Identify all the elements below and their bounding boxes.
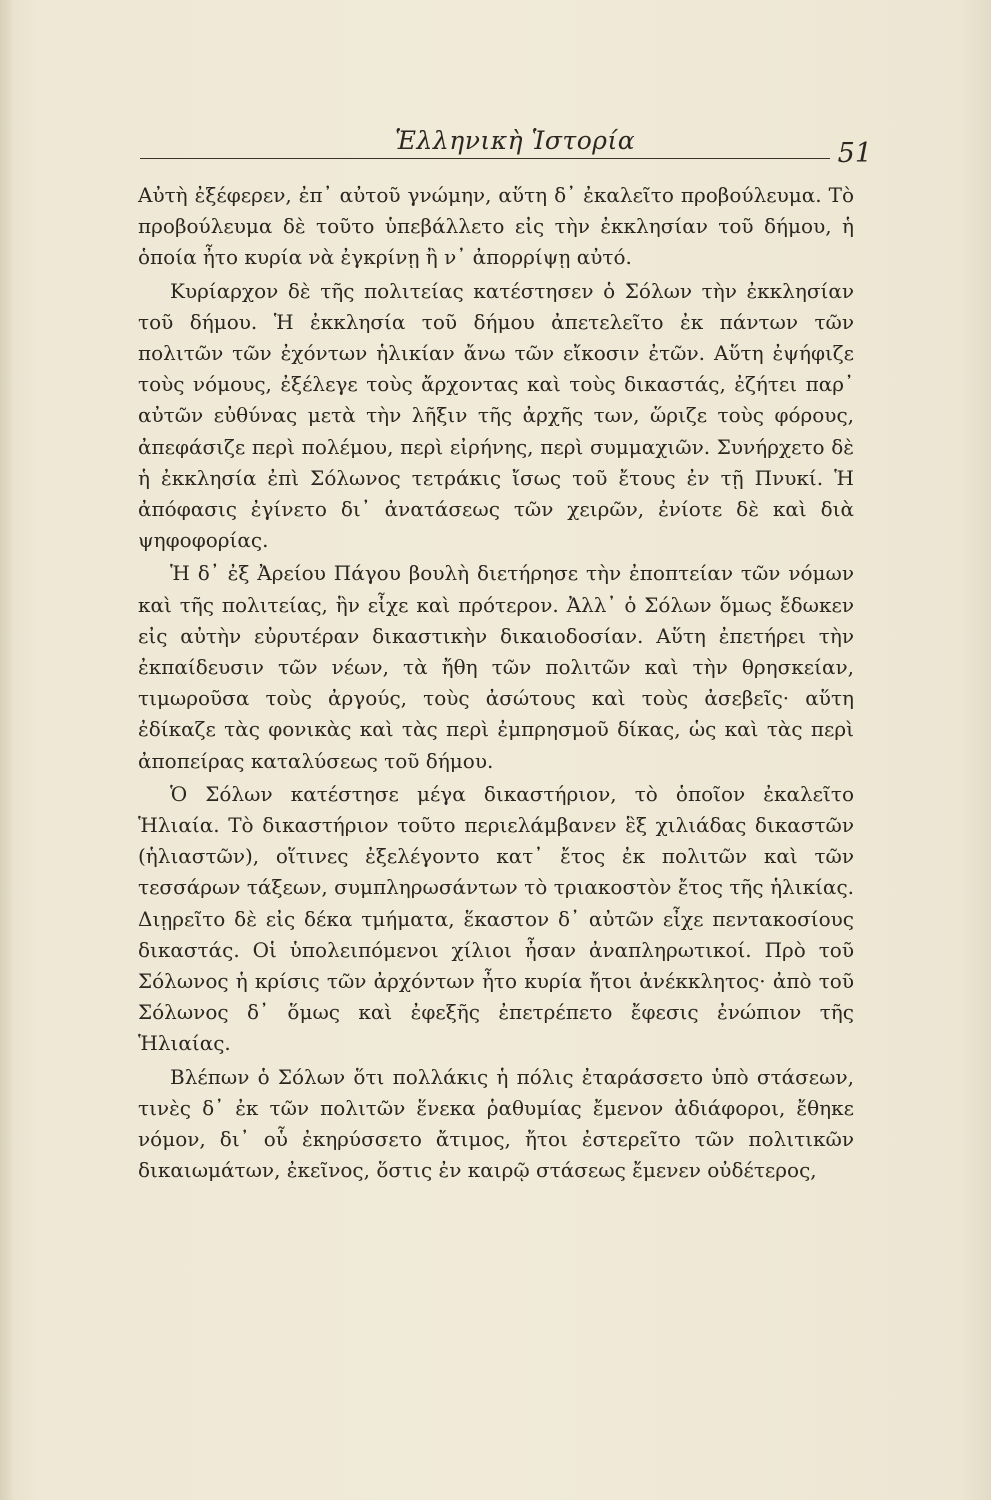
paragraph: Κυρίαρχον δὲ τῆς πολιτείας κατέστησεν ὁ Σόλων τὴν ἐκκλησίαν τοῦ δήμου. Ἡ ἐκκλησία τοῦ δήμου ἀπετελεῖτο ἐκ πάντων τῶν πολιτῶν τῶν ἐχόντων ἡλικίαν ἄνω τῶν εἴκοσιν ἐτῶν. Αὕτη ἐψήφιζε τοὺς νόμους, ἐξέλεγε τοὺς ἄρχοντας καὶ τοὺς δικαστάς, ἐζήτει παρ᾽ αὐτῶν εὐθύνας μετὰ τὴν λῆξιν τῆς ἀρχῆς των, ὥριζε τοὺς φόρους, ἀπεφάσιζε περὶ πολέμου, περὶ εἰρήνης, περὶ συμμαχιῶν. Συνήρχετο δὲ ἡ ἐκκλησία ἐπὶ Σόλωνος τετράκις ἴσως τοῦ ἔτους ἐν τῇ Πνυκί. Ἡ ἀπόφασις ἐγίνετο δι᾽ ἀνατάσεως τῶν χειρῶν, ἐνίοτε δὲ καὶ διὰ ψηφοφορίας. — [138, 278, 854, 553]
paragraph: Ἡ δ᾽ ἐξ Ἀρείου Πάγου βουλὴ διετήρησε τὴν ἐποπτείαν τῶν νόμων καὶ τῆς πολιτείας, ἣν εἶχε καὶ πρότερον. Ἀλλ᾽ ὁ Σόλων ὅμως ἔδωκεν εἰς αὐτὴν εὐρυτέραν δικαστικὴν δικαιοδοσίαν. Αὕτη ἐπετήρει τὴν ἐκπαίδευσιν τῶν νέων, τὰ ἤθη τῶν πολιτῶν καὶ τὴν θρησκείαν, τιμωροῦσα τοὺς ἀργούς, τοὺς ἀσώτους καὶ τοὺς ἀσεβεῖς· αὕτη ἐδίκαζε τὰς φονικὰς καὶ τὰς περὶ ἐμπρησμοῦ δίκας, ὡς καὶ τὰς περὶ ἀποπείρας καταλύσεως τοῦ δήμου. — [138, 561, 854, 773]
paragraph-continued: Αὐτὴ ἐξέφερεν, ἐπ᾽ αὐτοῦ γνώμην, αὕτη δ᾽ ἐκαλεῖτο προβούλευμα. Τὸ προβούλευμα δὲ τοῦτο ὑπεβάλλετο εἰς τὴν ἐκκλησίαν τοῦ δήμου, ἡ ὁποία ἦτο κυρία νὰ ἐγκρίνῃ ἢ ν᾽ ἀπορρίψῃ αὐτό. — [138, 183, 854, 270]
body-text — [138, 180, 854, 1187]
page-gutter-shadow — [0, 0, 14, 1500]
paragraph: Βλέπων ὁ Σόλων ὅτι πολλάκις ἡ πόλις ἐταράσσετο ὑπὸ στάσεων, τινὲς δ᾽ ἐκ τῶν πολιτῶν ἕνεκα ῥαθυμίας ἔμενον ἀδιάφοροι, ἔθηκε νόμον, δι᾽ οὗ ἐκηρύσσετο ἄτιμος, ἤτοι ἐστερεῖτο τῶν πολιτικῶν δικαιωμάτων, ἐκεῖνος, ὅστις ἐν καιρῷ στάσεως ἔμενεν οὐδέτερος, — [138, 1064, 854, 1183]
page-number: 51 — [837, 138, 872, 169]
header-rule — [140, 158, 830, 159]
running-head — [140, 124, 880, 168]
paragraph: Ὁ Σόλων κατέστησε μέγα δικαστήριον, τὸ ὁποῖον ἐκαλεῖτο Ἡλιαία. Τὸ δικαστήριον τοῦτο περιελάμβανεν ἓξ χιλιάδας δικαστῶν (ἡλιαστῶν), οἵτινες ἐξελέγοντο κατ᾽ ἔτος ἐκ πολιτῶν καὶ τῶν τεσσάρων τάξεων, συμπληρωσάντων τὸ τριακοστὸν ἔτος τῆς ἡλικίας. Διῃρεῖτο δὲ εἰς δέκα τμήματα, ἕκαστον δ᾽ αὐτῶν εἶχε πεντακοσίους δικαστάς. Οἱ ὑπολειπόμενοι χίλιοι ἦσαν ἀναπληρωτικοί. Πρὸ τοῦ Σόλωνος ἡ κρίσις τῶν ἀρχόντων ἦτο κυρία ἤτοι ἀνέκκλητος· ἀπὸ τοῦ Σόλωνος δ᾽ ὅμως καὶ ἐφεξῆς ἐπετρέπετο ἔφεσις ἐνώπιον τῆς Ἡλιαίας. — [138, 781, 854, 1056]
running-title: Ἑλληνικὴ Ἱστορία — [395, 126, 636, 155]
